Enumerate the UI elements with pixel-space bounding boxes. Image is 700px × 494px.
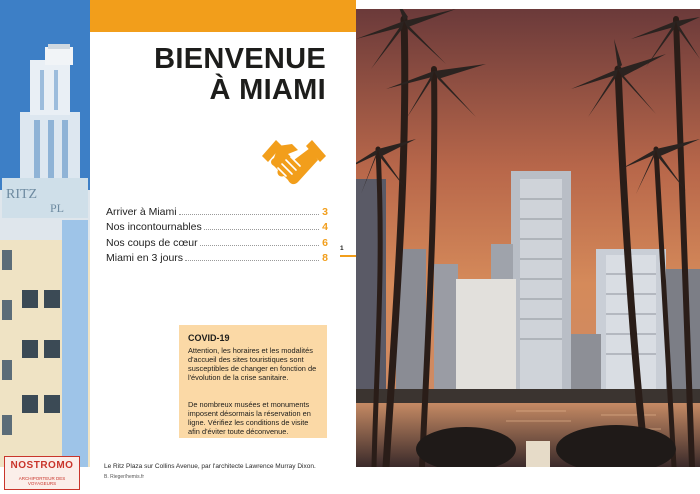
covid-box [179, 325, 327, 438]
toc-item[interactable] [106, 233, 328, 249]
toc-item[interactable] [106, 202, 328, 218]
title-line-1: BIENVENUE [154, 43, 326, 75]
toc-leader [200, 245, 320, 246]
toc-label: Nos coups de cœur [106, 236, 198, 249]
handshake-icon [262, 134, 326, 190]
table-of-contents [106, 202, 328, 264]
photo-caption: Le Ritz Plaza sur Collins Avenue, par l'architecte Lawrence Murray Dixon. [104, 463, 316, 470]
ritz-plaza-photo [0, 0, 90, 467]
toc-label: Miami en 3 jours [106, 252, 184, 264]
covid-paragraph-1: Attention, les horaires et les modalités d'accueil des sites touristiques sont susceptibles de changer en fonction de l'évolution de la crise sanitaire. [188, 346, 317, 382]
title-line-2: À MIAMI [209, 74, 326, 106]
toc-leader [204, 229, 319, 230]
header-band [90, 0, 356, 32]
svg-text:PL: PL [50, 201, 65, 215]
toc-leader [185, 260, 319, 261]
photo-credit: B. Rieger/hemis.fr [104, 474, 145, 480]
toc-item[interactable] [106, 249, 328, 265]
nostromo-logo [4, 456, 80, 490]
logo-name: NOSTROMO [10, 460, 74, 471]
toc-item[interactable] [106, 218, 328, 234]
toc-page: 4 [322, 221, 328, 233]
miami-skyline-photo [356, 9, 700, 467]
toc-label: Arriver à Miami [106, 205, 177, 218]
svg-text:RITZ: RITZ [6, 187, 38, 202]
toc-page: 8 [322, 252, 328, 264]
toc-page: 3 [322, 205, 328, 218]
page-number: 1 [340, 245, 344, 252]
covid-title: COVID-19 [188, 333, 230, 343]
logo-tagline: ARCHIPORTEUR DES VOYAGEURS [18, 476, 66, 486]
covid-paragraph-2: De nombreux musées et monuments imposent désormais la réservation en ligne. Vérifiez les conditions de visite afin d'éviter toute déconvenue. [188, 400, 311, 436]
page-number-rule [340, 255, 356, 257]
page-title [100, 44, 326, 106]
toc-page: 6 [322, 236, 328, 249]
toc-leader [179, 214, 320, 215]
toc-label: Nos incontournables [106, 221, 202, 233]
